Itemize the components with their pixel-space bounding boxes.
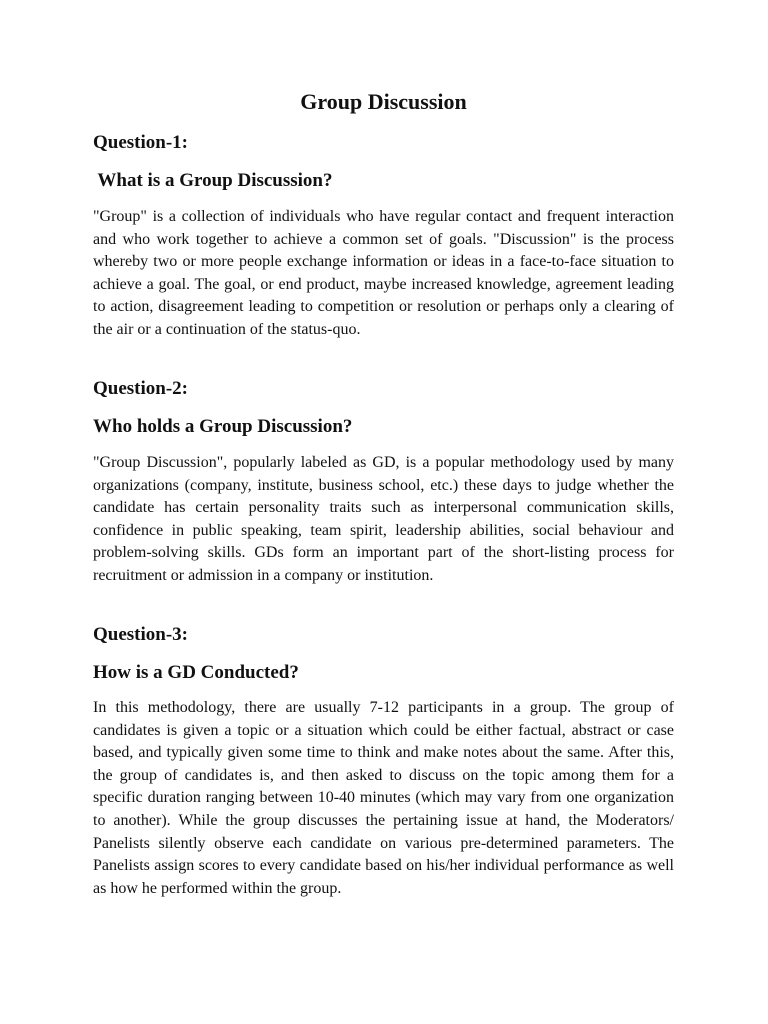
question-2-title: Who holds a Group Discussion? [93,416,353,437]
question-3-label: Question-3: [93,624,188,645]
question-1-title: What is a Group Discussion? [93,170,333,191]
question-2-answer: "Group Discussion", popularly labeled as GD, is a popular methodology used by many organizations (company, institute, business school, etc.) these days to judge whether the candidate has certain personality traits such as interpersonal communication skills, confidence in public speaking, team spirit, leadership abilities, social behaviour and problem-solving skills. GDs form an important part of the short-listing process for recruitment or admission in a company or institution. [93,454,674,584]
question-1-answer: "Group" is a collection of individuals who have regular contact and frequent interaction and who work together to achieve a common set of goals. "Discussion" is the process whereby two or more people exchange information or ideas in a face-to-face situation to achieve a goal. The goal, or end product, maybe increased knowledge, agreement leading to action, disagreement leading to competition or resolution or perhaps only a clearing of the air or a continuation of the status-quo. [93,208,674,338]
question-2-label: Question-2: [93,378,188,399]
question-1-label: Question-1: [93,132,188,153]
document-title: Group Discussion [300,89,467,114]
question-3-answer: In this methodology, there are usually 7-12 participants in a group. The group of candidates is given a topic or a situation which could be either factual, abstract or case based, and typically given some time to think and make notes about the same. After this, the group of candidates is, and then asked to discuss on the topic among them for a specific duration ranging between 10-40 minutes (which may vary from one organization to another). While the group discusses the pertaining issue at hand, the Moderators/ Panelists silently observe each candidate on various pre-determined parameters. The Panelists assign scores to every candidate based on his/her individual performance as well as how he performed within the group. [93,699,674,897]
question-3-title: How is a GD Conducted? [93,662,299,683]
